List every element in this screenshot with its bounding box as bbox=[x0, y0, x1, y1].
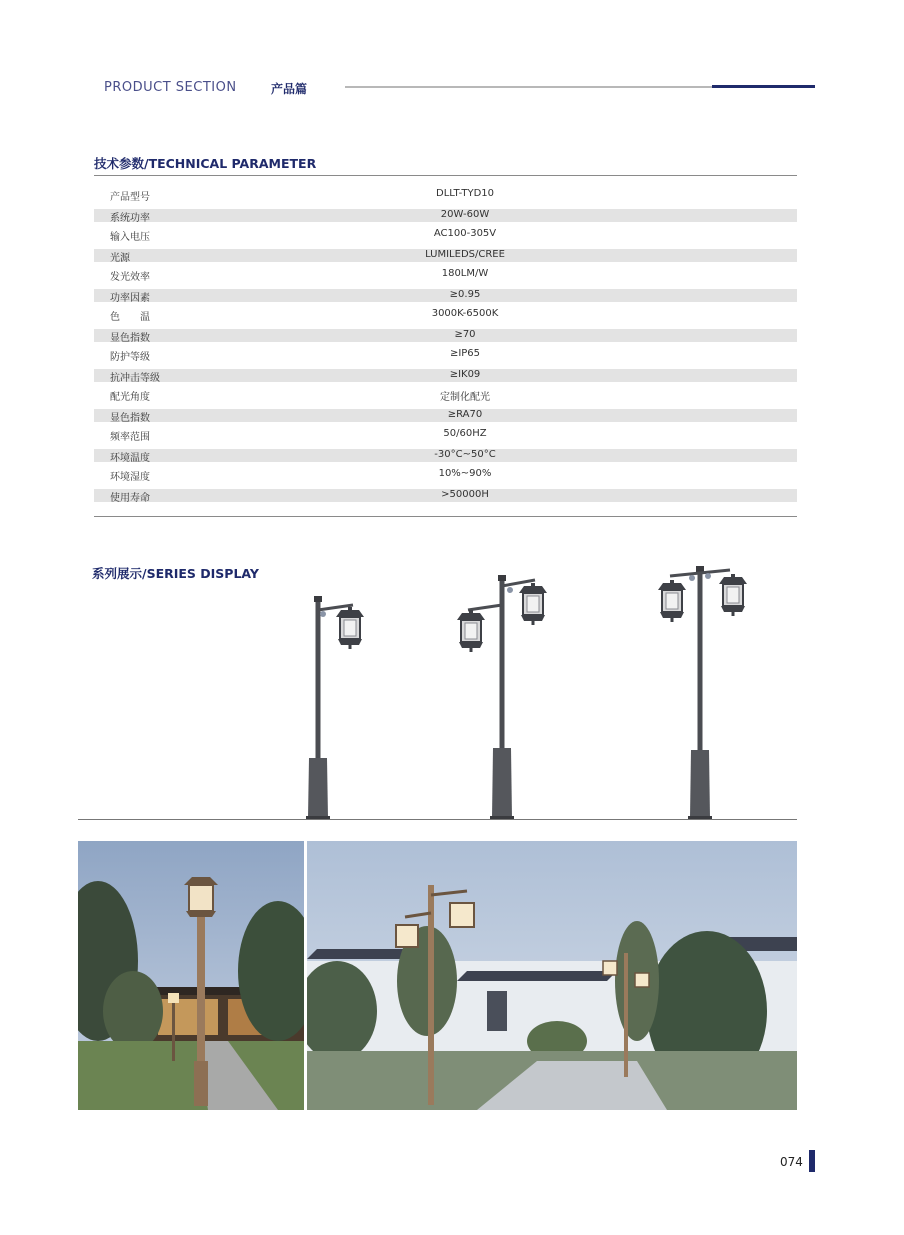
section-label-en: PRODUCT SECTION bbox=[104, 80, 237, 95]
param-label: 输入电压 bbox=[110, 232, 150, 243]
series-display-title: 系列展示/SERIES DISPLAY bbox=[92, 566, 259, 581]
tech-param-table bbox=[94, 184, 797, 504]
section-label-cn: 产品篇 bbox=[271, 82, 308, 96]
param-label: 防护等级 bbox=[110, 352, 150, 363]
lamp-double-arm-symmetric bbox=[658, 566, 747, 820]
param-value: -30°C~50°C bbox=[434, 449, 496, 460]
param-value: 定制化配光 bbox=[440, 392, 490, 403]
param-label: 频率范围 bbox=[110, 432, 150, 443]
tech-bottom-rule bbox=[94, 516, 797, 517]
table-row bbox=[94, 464, 797, 484]
lamp-series-illustration bbox=[78, 560, 798, 822]
param-label: 功率因素 bbox=[110, 293, 150, 304]
param-value: 10%~90% bbox=[438, 468, 492, 479]
table-row bbox=[94, 404, 797, 424]
table-row bbox=[94, 224, 797, 244]
header-rule-accent bbox=[712, 85, 815, 88]
param-value: ≥70 bbox=[454, 329, 476, 340]
table-row bbox=[94, 204, 797, 224]
table-row bbox=[94, 424, 797, 444]
param-label: 显色指数 bbox=[110, 413, 150, 424]
table-row bbox=[94, 324, 797, 344]
param-value: 3000K-6500K bbox=[431, 308, 499, 319]
display-ground-line bbox=[78, 819, 797, 820]
table-row bbox=[94, 444, 797, 464]
param-label: 发光效率 bbox=[110, 272, 150, 283]
param-value: AC100-305V bbox=[433, 228, 497, 239]
lamp-single-arm bbox=[306, 596, 364, 820]
tech-top-rule bbox=[94, 175, 797, 176]
param-label: 产品型号 bbox=[110, 192, 150, 203]
param-value: 50/60HZ bbox=[443, 428, 487, 439]
table-row bbox=[94, 244, 797, 264]
param-label: 显色指数 bbox=[110, 333, 150, 344]
table-row bbox=[94, 304, 797, 324]
param-label: 系统功率 bbox=[110, 213, 150, 224]
table-row bbox=[94, 264, 797, 284]
table-row bbox=[94, 284, 797, 304]
param-value: ≥IP65 bbox=[449, 348, 481, 359]
param-label: 环境温度 bbox=[110, 453, 150, 464]
table-row bbox=[94, 364, 797, 384]
table-row bbox=[94, 184, 797, 204]
page-number-bar bbox=[809, 1150, 815, 1172]
scene-photo-courtyard bbox=[78, 841, 304, 1110]
scene-photo-garden-walls bbox=[307, 841, 797, 1110]
table-row bbox=[94, 384, 797, 404]
param-value: ≥IK09 bbox=[449, 369, 481, 380]
param-label: 配光角度 bbox=[110, 392, 150, 403]
param-value: DLLT-TYD10 bbox=[436, 188, 494, 199]
param-value: 180LM/W bbox=[441, 268, 489, 279]
lamp-double-arm-offset bbox=[457, 575, 547, 820]
param-label: 环境湿度 bbox=[110, 472, 150, 483]
param-value: LUMILEDS/CREE bbox=[425, 249, 505, 260]
page-number: 074 bbox=[780, 1155, 803, 1169]
param-value: 20W-60W bbox=[440, 209, 490, 220]
param-label: 使用寿命 bbox=[110, 493, 150, 504]
table-row bbox=[94, 484, 797, 504]
param-label: 色 温 bbox=[110, 312, 150, 323]
param-value: ≥0.95 bbox=[449, 289, 481, 300]
param-value: >50000H bbox=[441, 489, 489, 500]
param-label: 光源 bbox=[110, 253, 130, 264]
table-row bbox=[94, 344, 797, 364]
param-label: 抗冲击等级 bbox=[110, 373, 160, 384]
param-value: ≥RA70 bbox=[447, 409, 483, 420]
tech-param-title: 技术参数/TECHNICAL PARAMETER bbox=[94, 156, 317, 171]
